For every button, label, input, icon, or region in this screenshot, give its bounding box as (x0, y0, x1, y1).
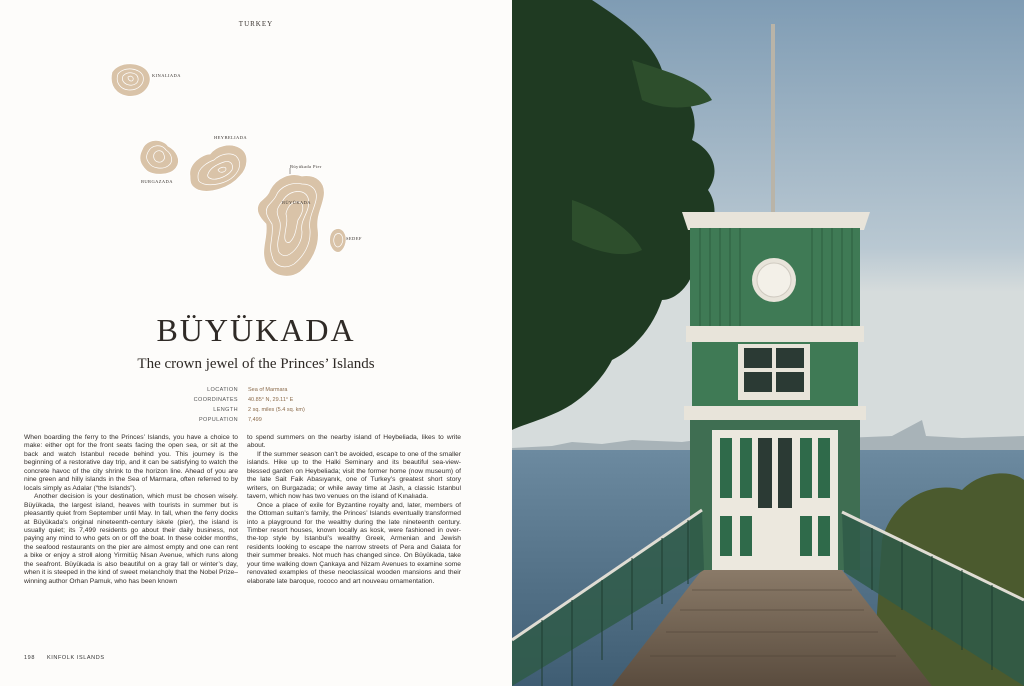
fact-row (150, 395, 370, 405)
island-kinaliada (111, 64, 150, 97)
body-paragraph: Another decision is your destination, which must be chosen wisely. Büyükada, the largest island, heaves with tourists in summer but is pleasantly quiet from September until May. In fall, when the ferry docks at Büyükada’s original nineteenth-century iskele (pier), the island is usually quiet; its 7,499 residents go about their daily business, not paying any mind to who gets on or off the boat. In these colder months, the seafood restaurants on the pier are almost empty and one can rent a bike or enjoy a stroll along Yirmitüç Nisan Avenue, which runs along the seafront. Büyükada is also beautiful on a gray fall or winter’s day, when it is steeped in the kind of sweet melancholy that the Nobel Prize–winning author Orhan Pamuk, who has been known (24, 493, 238, 585)
fact-value: 40.85° N, 29.11° E (248, 397, 294, 403)
islands-map (90, 50, 390, 290)
body-column-2 (247, 434, 461, 586)
map-label-sedef: SEDEF (346, 236, 362, 241)
section-header: TURKEY (238, 20, 274, 28)
islands-map-graphic (90, 50, 390, 290)
body-column-1 (24, 434, 238, 586)
body-paragraph: Once a place of exile for Byzantine royalty and, later, members of the Ottoman sultan’s family, the Princes’ Islands eventually transformed into a playground for the wealthy during the late nineteenth century. Timber resort houses, known locally as kosk, were fashioned in over-the-top style by Istanbul’s wealthy Greek, Armenian and Jewish residents looking to escape the narrow streets of Pera and Galata for their summer breaks. Not much has changed since. On Büyükada, take your time walking down Çankaya and Nizam Avenues to examine some renovated examples of these neoclassical wooden mansions and their elaborate late baroque, rococo and art nouveau ornamentation. (247, 501, 461, 585)
body-paragraph: When boarding the ferry to the Princes’ Islands, you have a choice to make: either opt for the front seats facing the open sea, or sit at the back and watch Istanbul recede behind you. This journey is the beginning of a restorative day trip, and it can be satisfying to watch the concrete havoc of the city shrink to the horizon line. Ahead of you are nine green and hilly islands in the Sea of Marmara, often referred to by locals simply as Adalar (“the Islands”). (24, 434, 238, 492)
map-label-burgazada: BURGAZADA (141, 179, 173, 184)
fact-value: Sea of Marmara (248, 387, 288, 393)
fact-label: COORDINATES (193, 397, 238, 403)
right-page (512, 0, 1024, 686)
article-subtitle: The crown jewel of the Princes’ Islands (137, 356, 375, 372)
body-paragraph: to spend summers on the nearby island of Heybeliada, likes to write about. (247, 434, 461, 450)
publication-name: KINFOLK ISLANDS (46, 655, 105, 661)
page-number: 198 (24, 655, 35, 661)
folio (24, 655, 117, 661)
island-burgazada (140, 140, 179, 174)
fact-row (150, 415, 370, 425)
pier-house (682, 212, 870, 570)
fact-value: 2 sq. miles (5.4 sq. km) (248, 407, 305, 413)
fact-row (150, 405, 370, 415)
fact-row (150, 385, 370, 395)
article-title: BÜYÜKADA (156, 312, 356, 348)
map-label-buyukada: BÜYÜKADA (282, 200, 311, 205)
pier-house-photo (512, 0, 1024, 686)
island-sedef (330, 229, 346, 253)
fact-label: LOCATION (207, 387, 238, 393)
body-paragraph: If the summer season can’t be avoided, escape to one of the smaller islands. Hike up to the Halki Seminary and its beautiful sea-view-blessed garden on Heybeliada; visit the former home (now museum) of the late Sait Faik Abasıyanık, one of Turkey’s greatest short story writers, on Burgazada; or while away time at Jash, a classic Istanbul tavern, which now has two venues on the island of Kınalıada. (247, 450, 461, 501)
map-label-pier: Büyükada Pier (290, 164, 322, 169)
island-heybeliada (190, 145, 247, 191)
map-label-heybeliada: HEYBELIADA (214, 135, 247, 140)
map-label-kinaliada: KINALIADA (152, 73, 181, 78)
fact-label: LENGTH (213, 407, 238, 413)
fact-label: POPULATION (198, 417, 238, 423)
fact-value: 7,499 (248, 417, 262, 423)
fact-box (150, 385, 370, 425)
island-buyukada (258, 175, 325, 276)
